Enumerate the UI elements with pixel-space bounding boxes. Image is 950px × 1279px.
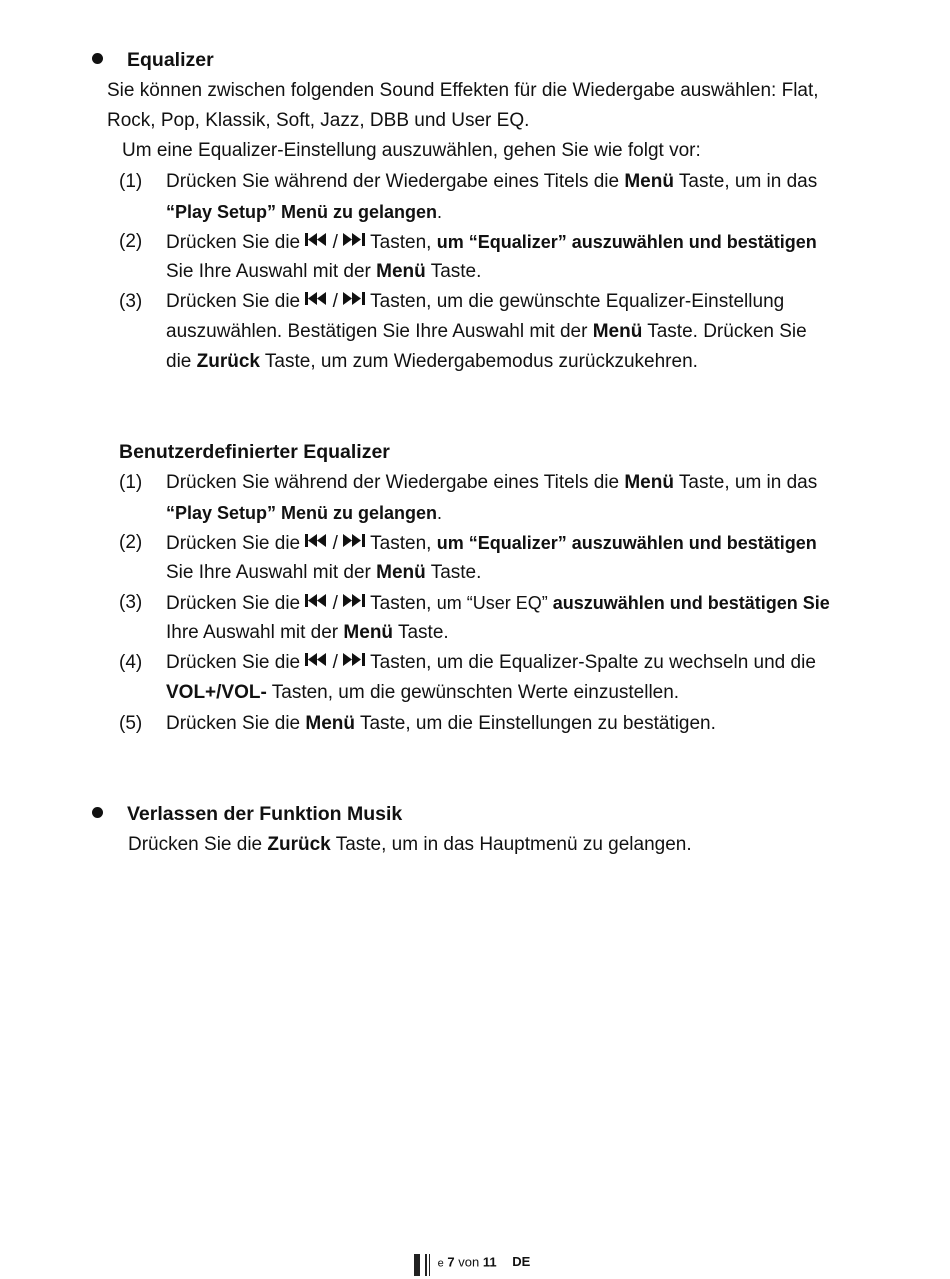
bullet-icon xyxy=(92,807,103,818)
menu-key: Menü xyxy=(376,562,426,583)
next-track-icon xyxy=(343,649,365,673)
step-text: Drücken Sie während der Wiedergabe eines Titels die Menü Taste, um in das xyxy=(166,472,818,493)
step-text: Drücken Sie die / Tasten, um “User EQ” auszuwählen und bestätigen Sie xyxy=(166,591,830,616)
section-custom-equalizer-heading: Benutzerdefinierter Equalizer xyxy=(119,441,390,463)
back-key: Zurück xyxy=(196,351,260,372)
section-title: Verlassen der Funktion Musik xyxy=(127,803,403,825)
next-track-icon xyxy=(343,288,365,312)
step-number: (2) xyxy=(119,231,143,252)
page-number: 7 xyxy=(447,1254,455,1270)
step-text: die Zurück Taste, um zum Wiedergabemodus zurückzukehren. xyxy=(166,351,698,372)
step-text: Drücken Sie die / Tasten, um “Equalizer” auszuwählen und bestätigen xyxy=(166,230,817,255)
page-of-label: von xyxy=(458,1254,480,1270)
previous-track-icon xyxy=(305,649,327,673)
step-number: (3) xyxy=(119,291,143,312)
page-prefix: e xyxy=(437,1257,444,1270)
step-number: (1) xyxy=(119,171,143,192)
step-text: Drücken Sie während der Wiedergabe eines Titels die Menü Taste, um in das xyxy=(166,171,818,192)
page-total: 11 xyxy=(482,1254,497,1270)
exit-text: Drücken Sie die Zurück Taste, um in das Hauptmenü zu gelangen. xyxy=(128,834,692,855)
step-text: VOL+/VOL- Tasten, um die gewünschten Werte einzustellen. xyxy=(166,682,680,703)
step-number: (5) xyxy=(119,713,143,734)
previous-track-icon xyxy=(305,288,327,312)
menu-key: Menü xyxy=(376,261,426,282)
step-number: (1) xyxy=(119,472,143,493)
language-code: DE xyxy=(512,1254,531,1270)
next-track-icon xyxy=(343,590,365,614)
next-track-icon xyxy=(343,229,365,253)
section-equalizer-heading xyxy=(92,48,214,72)
menu-key: Menü xyxy=(305,713,356,734)
step-text: Sie Ihre Auswahl mit der Menü Taste. xyxy=(166,261,482,282)
menu-key: Menü xyxy=(343,622,394,643)
section-title: Equalizer xyxy=(127,49,214,71)
volume-keys: VOL+/VOL- xyxy=(166,682,267,703)
previous-track-icon xyxy=(305,229,327,253)
step-number: (4) xyxy=(119,652,143,673)
intro-line: Um eine Equalizer-Einstellung auszuwählen, gehen Sie wie folgt vor: xyxy=(122,140,701,161)
step-text: Drücken Sie die Menü Taste, um die Einstellungen zu bestätigen. xyxy=(166,713,716,734)
previous-track-icon xyxy=(305,530,327,554)
next-track-icon xyxy=(343,530,365,554)
menu-key: Menü xyxy=(624,171,674,192)
step-number: (2) xyxy=(119,532,143,553)
step-text: Drücken Sie die / Tasten, um “Equalizer” auszuwählen und bestätigen xyxy=(166,531,817,556)
previous-track-icon xyxy=(305,590,327,614)
step-text: “Play Setup” Menü zu gelangen. xyxy=(166,503,443,523)
step-text: Drücken Sie die / Tasten, um die gewünschte Equalizer-Einstellung xyxy=(166,290,784,314)
bullet-icon xyxy=(92,53,103,64)
intro-line: Rock, Pop, Klassik, Soft, Jazz, DBB und User EQ. xyxy=(107,110,530,131)
footer-bars-icon xyxy=(412,1254,434,1276)
step-text: “Play Setup” Menü zu gelangen. xyxy=(166,202,443,222)
menu-key: Menü xyxy=(592,321,643,342)
section-exit-music-heading xyxy=(92,802,402,826)
intro-line: Sie können zwischen folgenden Sound Effekten für die Wiedergabe auswählen: Flat, xyxy=(107,80,819,101)
step-text: Ihre Auswahl mit der Menü Taste. xyxy=(166,622,449,643)
back-key: Zurück xyxy=(267,834,331,855)
step-number: (3) xyxy=(119,592,143,613)
step-text: Drücken Sie die / Tasten, um die Equalizer-Spalte zu wechseln und die xyxy=(166,651,816,675)
step-text: Sie Ihre Auswahl mit der Menü Taste. xyxy=(166,562,482,583)
page-footer xyxy=(412,1252,530,1274)
menu-key: Menü xyxy=(624,472,674,493)
step-text: auszuwählen. Bestätigen Sie Ihre Auswahl mit der Menü Taste. Drücken Sie xyxy=(166,321,807,342)
